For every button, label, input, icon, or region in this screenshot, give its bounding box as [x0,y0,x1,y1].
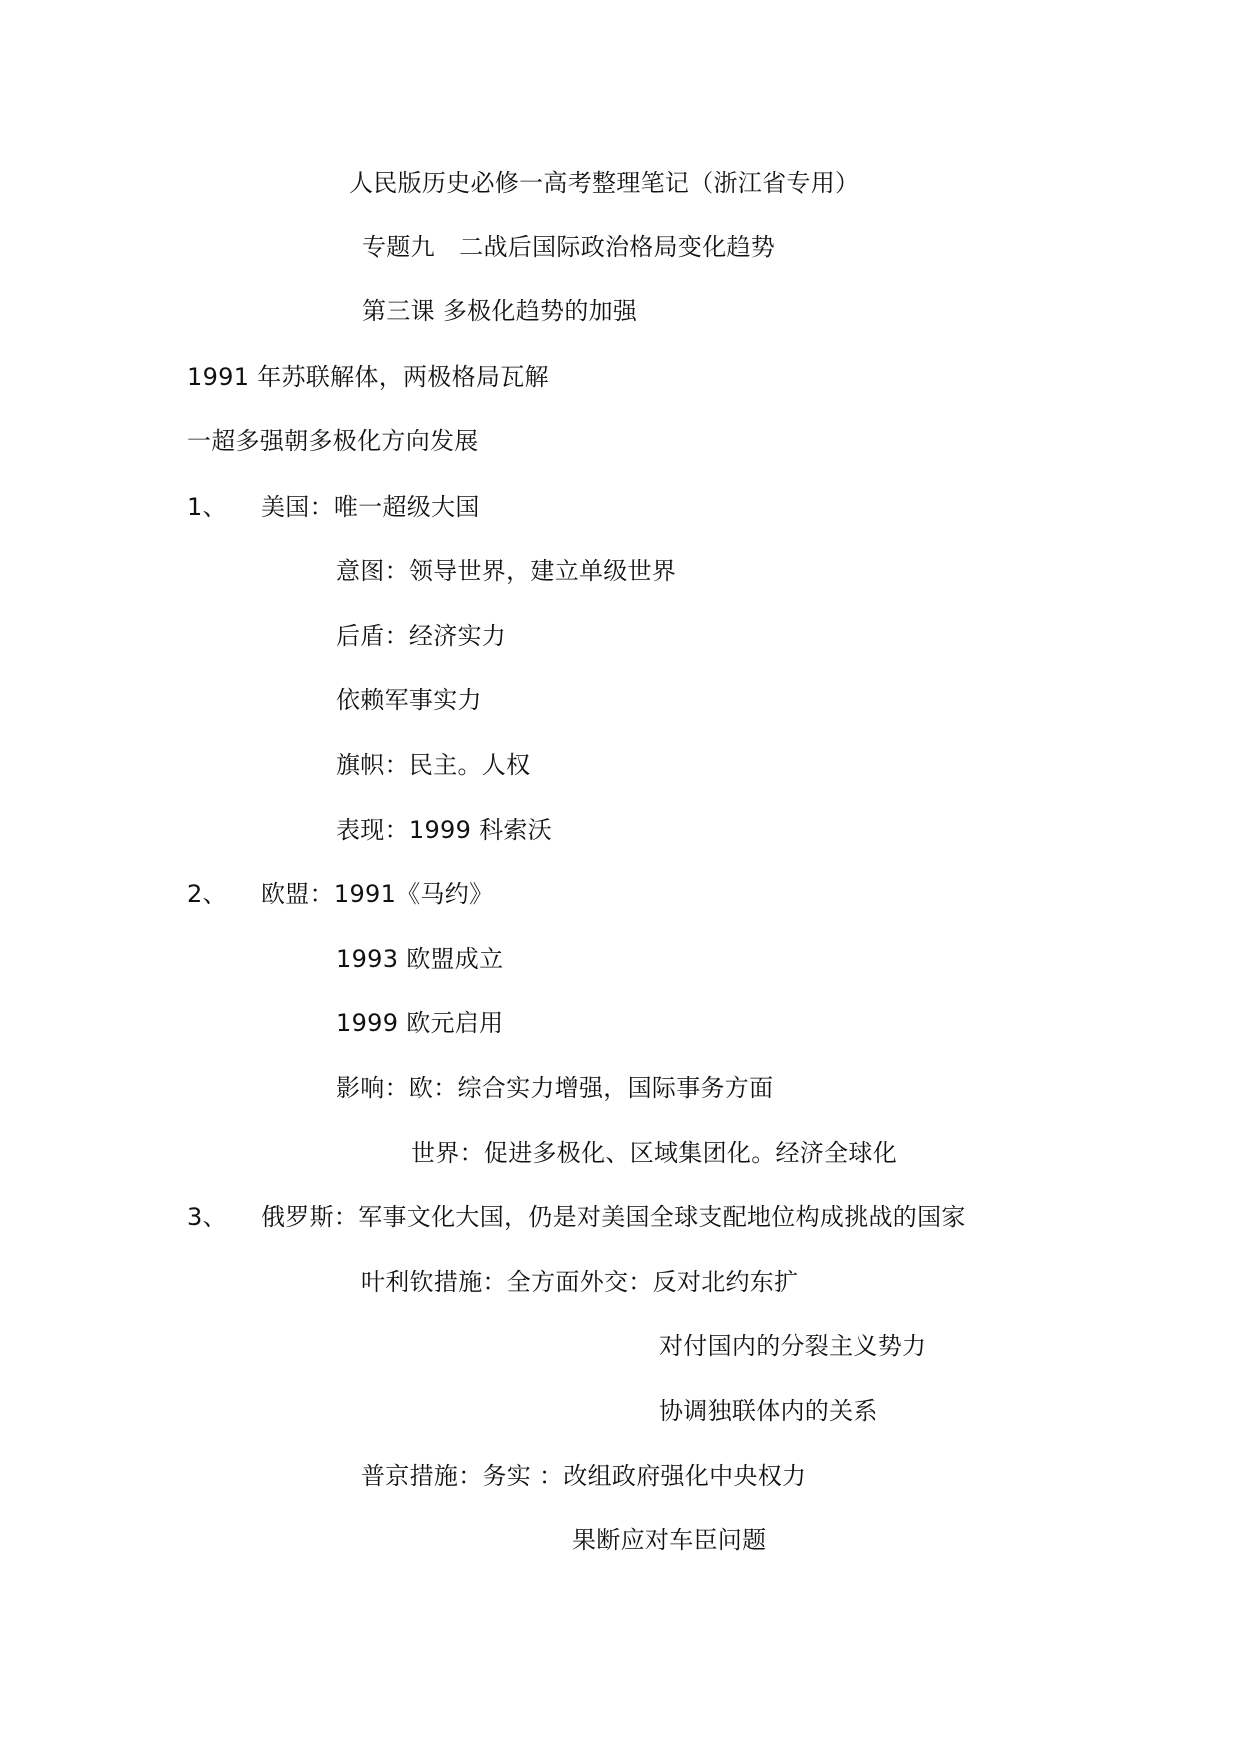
eu-item: 世界：促进多极化、区域集团化。经济全球化 [411,1139,897,1167]
section-usa-heading [187,491,480,523]
topic-heading: 专题九 二战后国际政治格局变化趋势 [362,233,776,261]
section-number: 1、 [187,493,227,521]
yeltsin-measure: 叶利钦措施：全方面外交：反对北约东扩 [361,1268,799,1296]
section-title: 美国：唯一超级大国 [261,493,480,521]
yeltsin-measure: 对付国内的分裂主义势力 [659,1332,927,1360]
document-title: 人民版历史必修一高考整理笔记（浙江省专用） [349,169,860,197]
lesson-heading: 第三课 多极化趋势的加强 [362,297,638,325]
section-number: 2、 [187,880,227,908]
yeltsin-measure: 协调独联体内的关系 [659,1397,878,1425]
intro-line: 1991 年苏联解体，两极格局瓦解 [187,363,549,391]
usa-item: 表现：1999 科索沃 [336,816,553,844]
section-eu-heading [187,878,493,910]
usa-item: 意图：领导世界，建立单级世界 [336,557,677,585]
eu-item: 影响：欧：综合实力增强，国际事务方面 [336,1074,774,1102]
section-title: 欧盟：1991《马约》 [261,880,494,908]
putin-measure: 果断应对车臣问题 [572,1526,767,1554]
putin-measure: 普京措施：务实 ：改组政府强化中央权力 [361,1462,807,1490]
section-russia-heading [187,1201,966,1233]
eu-item: 1999 欧元启用 [336,1009,504,1037]
section-number: 3、 [187,1203,227,1231]
eu-item: 1993 欧盟成立 [336,945,504,973]
usa-item: 旗帜：民主。人权 [336,751,531,779]
usa-item: 依赖军事实力 [336,686,482,714]
usa-item: 后盾：经济实力 [336,622,507,650]
intro-line: 一超多强朝多极化方向发展 [187,427,479,455]
section-title: 俄罗斯：军事文化大国，仍是对美国全球支配地位构成挑战的国家 [261,1203,966,1231]
